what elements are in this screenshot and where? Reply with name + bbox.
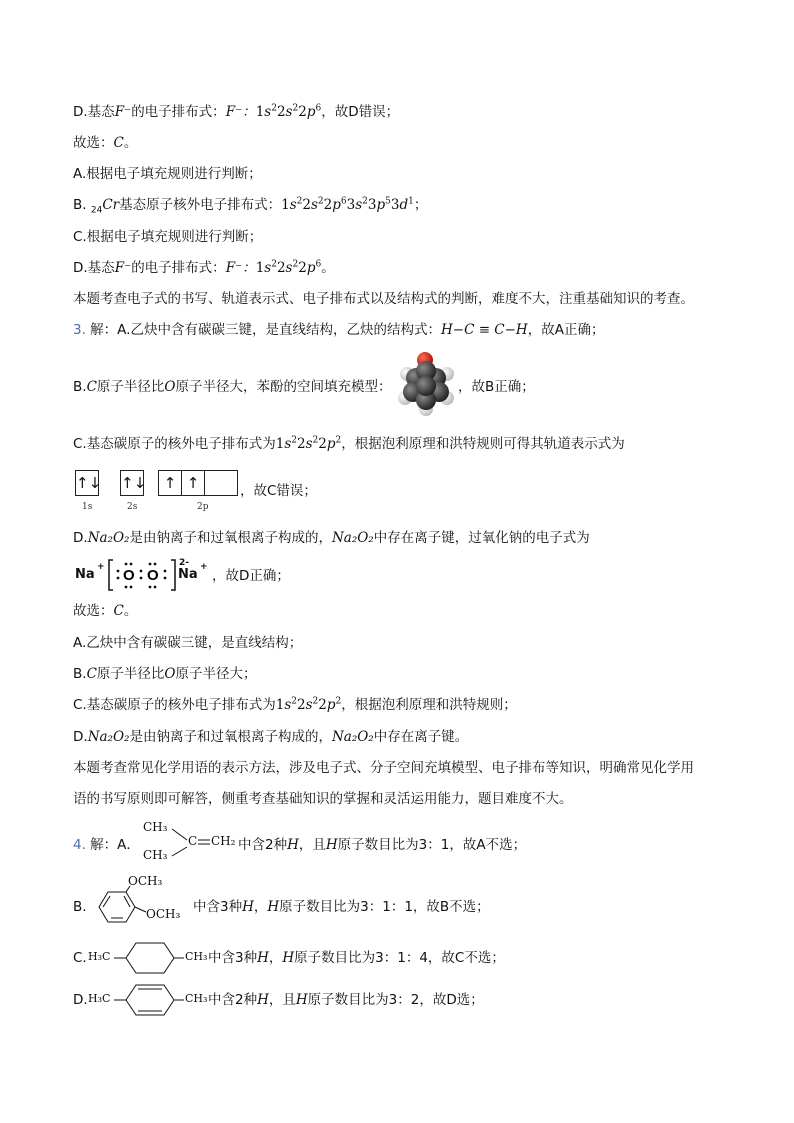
line-q4-prefix: 4. 解：A． <box>73 837 140 853</box>
label-2s: 2s <box>127 502 138 512</box>
line-summary-2b: 语的书写原则即可解答，侧重考查基础知识的掌握和灵活运用能力，题目难度不大。 <box>73 791 573 807</box>
line-q4-d-tail: 中含2种H，且H原子数目比为3：2，故D选； <box>208 992 484 1008</box>
line-d-fluoride-2: D.基态F⁻的电子排布式：F⁻：$1s^22s^22p^6$。 <box>73 259 335 276</box>
p-xylene-structure: H₃C CH₃ <box>88 979 210 1023</box>
line-q3-b: B.C原子半径比O原子半径大，苯酚的空间填充模型： <box>73 379 392 395</box>
line-d-peroxide: D.Na₂O₂是由钠离子和过氧根离子构成的，Na₂O₂中存在离子键。 <box>73 729 469 745</box>
line-b-chromium: B. $_{24}$Cr基态原子核外电子排布式：$1s^22s^22p^63s^23p^53d^1$； <box>73 196 428 216</box>
line-c-carbon: C.基态碳原子的核外电子排布式为$1s^22s^22p^2$，根据泡利原理和洪特规则； <box>73 696 517 713</box>
label-2p: 2p <box>197 502 209 512</box>
line-c-rule: C.根据电子填充规则进行判断； <box>73 229 263 245</box>
label-1s: 1s <box>82 502 93 512</box>
line-q4-d-prefix: D. <box>73 992 88 1008</box>
line-q3-a: 3. 解：A.乙炔中含有碳碳三键，是直线结构，乙炔的结构式：H−C ≡ C−H，故A正确； <box>73 322 605 338</box>
line-q3-d: D.Na₂O₂是由钠离子和过氧根离子构成的，Na₂O₂中存在离子键，过氧化钠的电子式为 <box>73 530 590 546</box>
orbital-2s: ↑↓ <box>120 470 144 496</box>
dimethoxybenzene-structure: OCH₃ OCH₃ <box>86 874 190 934</box>
isobutylene-structure: CH₃ CH₃ C CH₂ <box>143 820 236 862</box>
phenol-space-filling-model <box>394 350 460 416</box>
sodium-peroxide-electron-formula: Na + O O 2- Na + <box>75 558 275 592</box>
line-b-radius: B.C原子半径比O原子半径大； <box>73 666 257 682</box>
line-q4-c-prefix: C. <box>73 950 87 966</box>
svg-text:O: O <box>123 567 135 584</box>
line-summary-2a: 本题考查常见化学用语的表示方法，涉及电子式、分子空间充填模型、电子排布等知识，明确常见化学用 <box>73 760 694 776</box>
orbital-2p-2: ↑ <box>181 470 204 496</box>
line-q3-b-tail: ，故B正确； <box>458 379 535 395</box>
dimethylcyclohexane-structure: H₃C CH₃ <box>88 937 210 981</box>
na-ion-right: Na <box>178 567 198 582</box>
orbital-1s: ↑↓ <box>75 470 99 496</box>
orbital-2p-3 <box>204 470 238 496</box>
line-a-acetylene: A.乙炔中含有碳碳三键，是直线结构； <box>73 635 303 651</box>
line-q4-c-tail: 中含3种H，H原子数目比为3：1：4，故C不选； <box>208 950 505 966</box>
line-summary-1: 本题考查电子式的书写、轨道表示式、电子排布式以及结构式的判断，难度不大，注重基础知识的考查。 <box>73 291 694 307</box>
orbital-2p-1: ↑ <box>158 470 181 496</box>
line-a-rule: A.根据电子填充规则进行判断； <box>73 166 262 182</box>
svg-text:O: O <box>147 567 159 584</box>
line-answer-2: 故选：C。 <box>73 603 138 619</box>
line-q3-c: C.基态碳原子的核外电子排布式为$1s^22s^22p^2$，根据泡利原理和洪特规则可得其轨道表示式为 <box>73 435 625 452</box>
line-d-fluoride: D.基态F⁻的电子排布式：F⁻：$1s^22s^22p^6$，故D错误； <box>73 103 400 120</box>
na-ion-left: Na <box>75 567 95 582</box>
line-q3-c-tail: ，故C错误； <box>240 483 317 499</box>
line-q4-a-tail: 中含2种H，且H原子数目比为3：1，故A不选； <box>238 837 527 853</box>
line-q3-d-tail: ，故D正确； <box>212 568 290 584</box>
line-q4-b-prefix: B. <box>73 899 87 915</box>
line-answer-1: 故选：C。 <box>73 135 138 151</box>
line-q4-b-tail: 中含3种H，H原子数目比为3：1：1，故B不选； <box>193 899 490 915</box>
